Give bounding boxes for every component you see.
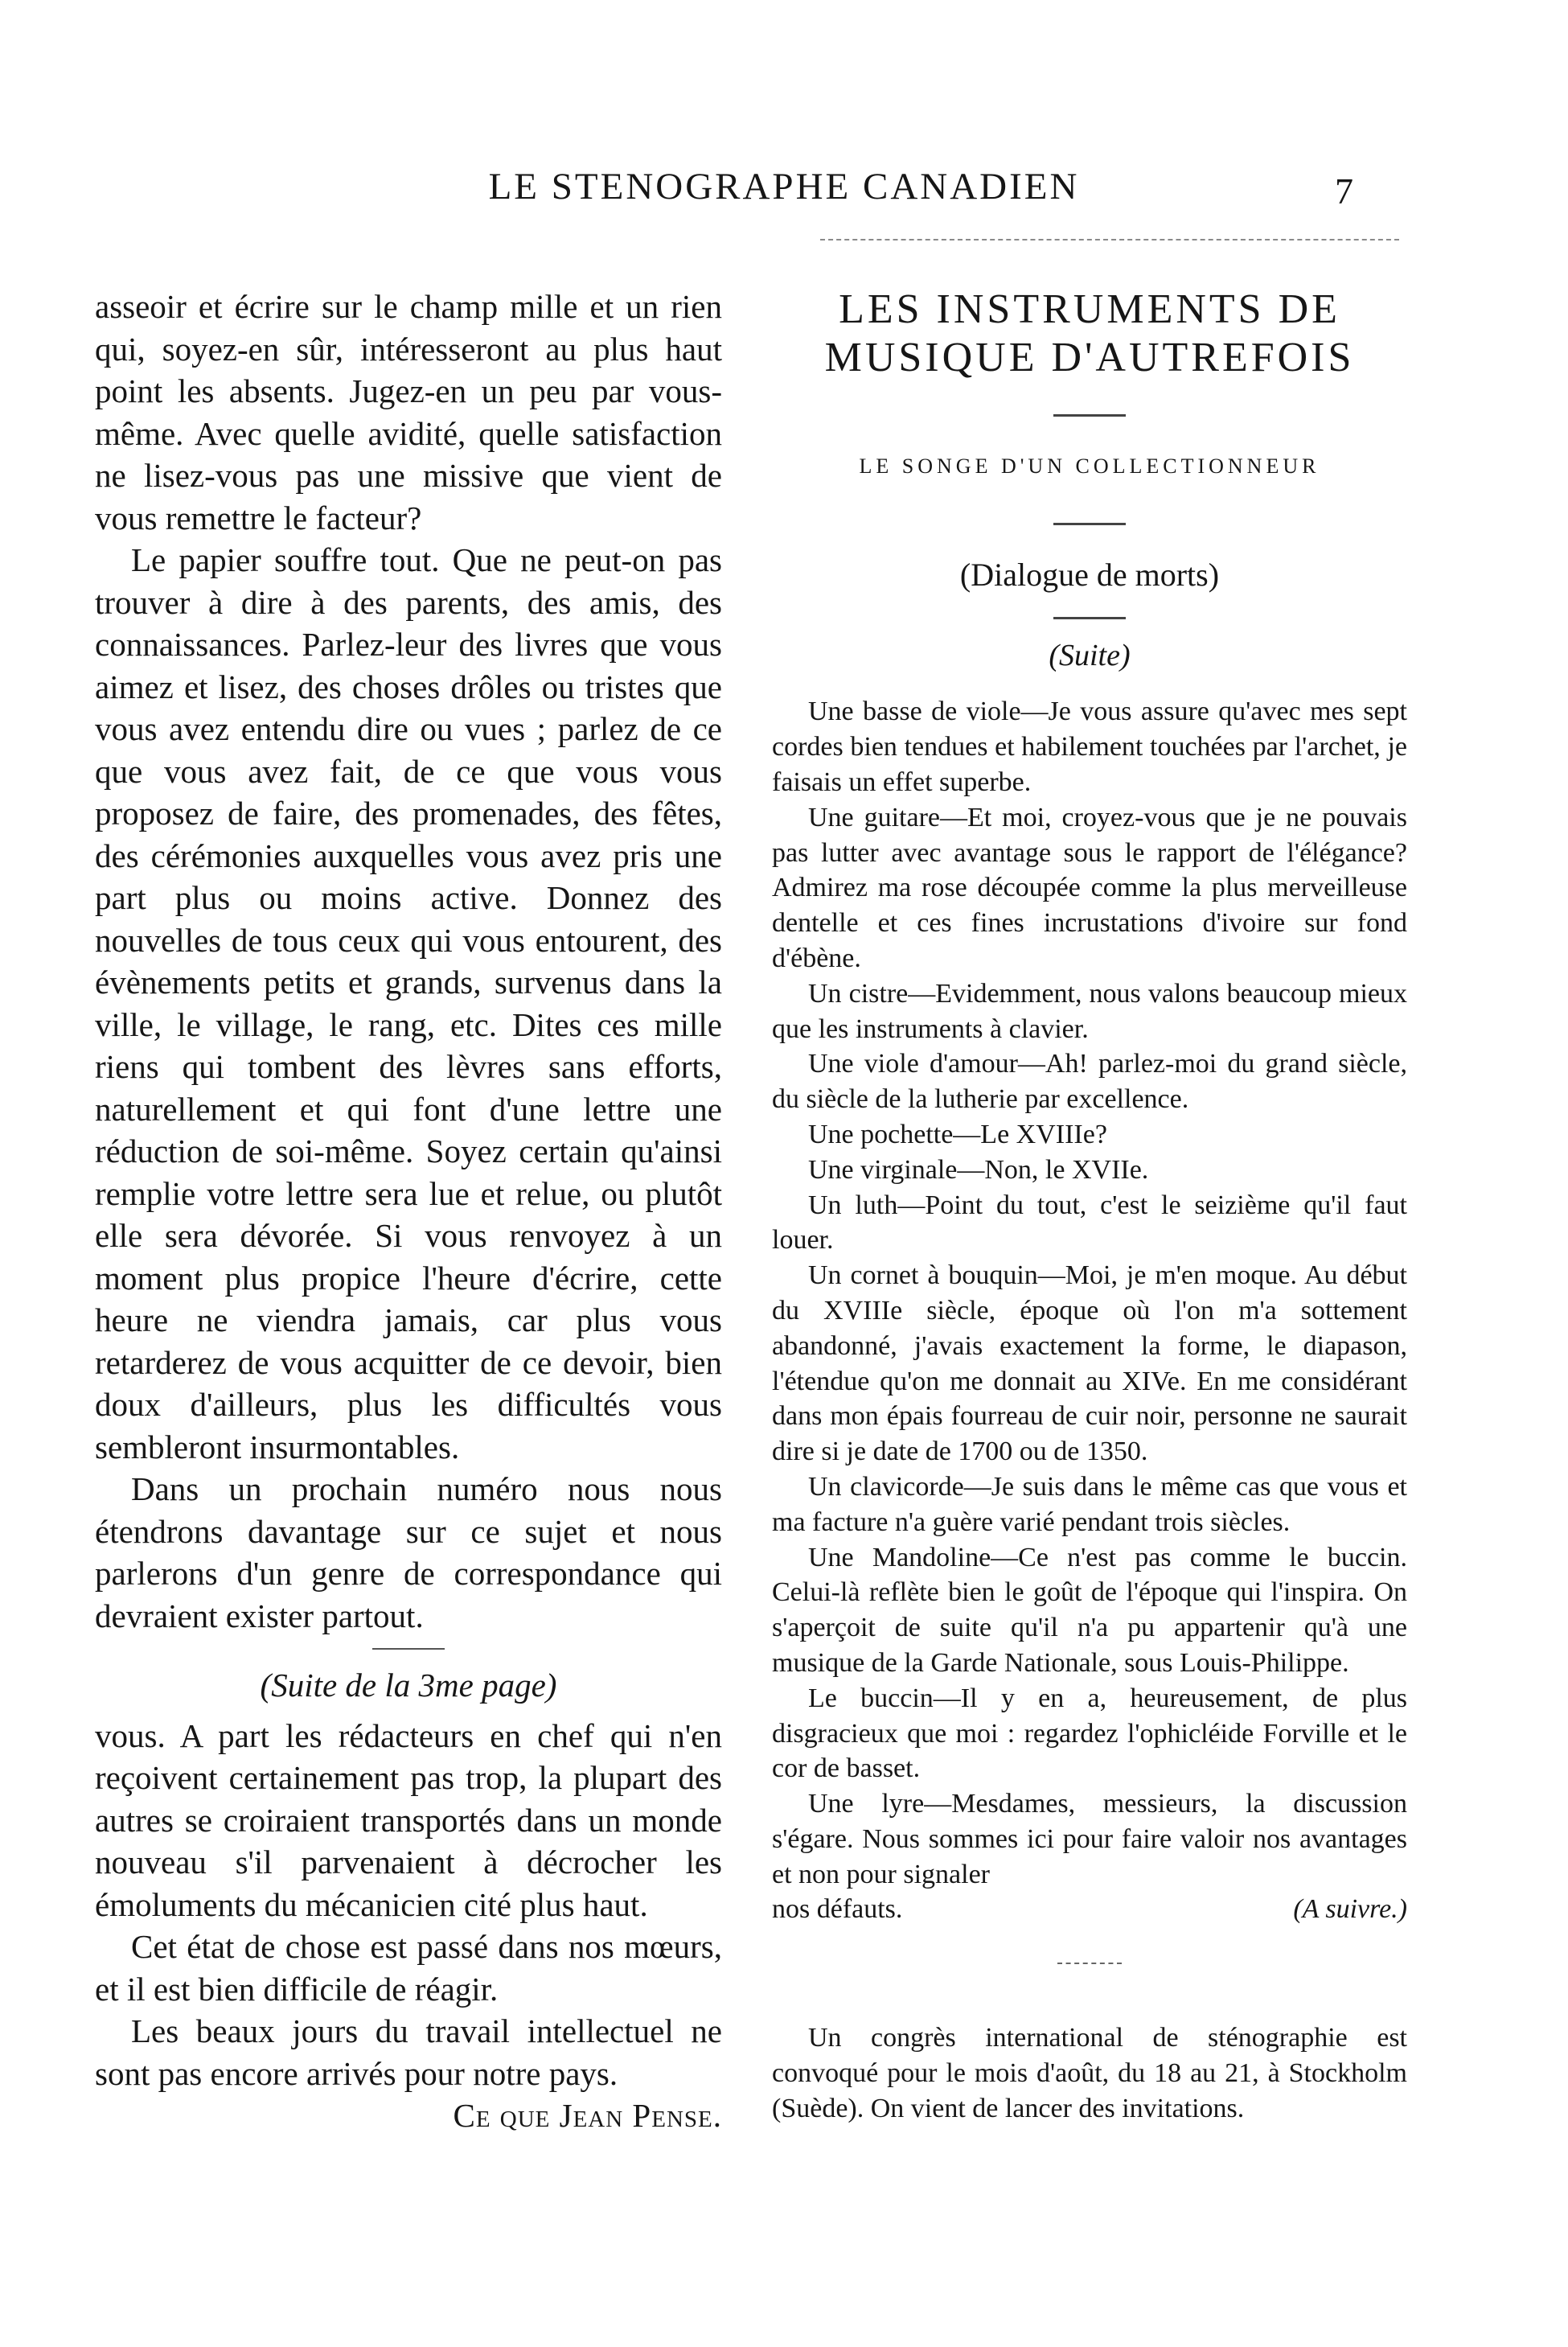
congress-notice: Un congrès international de sténographie est convoqué pour le mois d'août, du 18 au 21, à Stockholm (Suède). On vient de lancer des invitations. — [772, 2023, 1407, 2123]
left-column — [95, 286, 722, 2137]
dialogue-line: Le buccin—Il y en a, heureusement, de plus disgracieux que moi : regardez l'ophicléide Forville et le cor de basset. — [772, 1683, 1407, 1784]
left-paragraph: Le papier souffre tout. Que ne peut-on pas trouver à dire à des parents, des amis, des connaissances. Parlez-leur des livres que vous aimez et lisez, des choses drôles ou tristes que vous avez entendu dire ou vues ; parlez de ce que vous avez fait, de ce que vous vous proposez de faire, des promenades, des fêtes, des cérémonies auxquelles vous avez pris une part plus ou moins active. Donnez des nouvelles de tous ceux qui vous entourent, des évènements petits et grands, survenus dans la ville, le village, le rang, etc. Dites ces mille riens qui tombent des lèvres sans efforts, naturellement et qui font d'une lettre une réduction de soi-même. Soyez certain qu'ainsi remplie votre lettre sera lue et relue, ou plutôt elle sera dévorée. Si vous renvoyez à un moment plus propice l'heure d'écrire, cette heure ne viendra jamais, car plus vous retarderez de vous acquitter de ce devoir, bien doux d'ailleurs, plus les difficultés vous sembleront insurmontables. — [95, 541, 722, 1465]
article-title: LES INSTRUMENTS DE MUSIQUE D'AUTREFOIS — [824, 286, 1355, 380]
dialogue-line: Une guitare—Et moi, croyez-vous que je ne pouvais pas lutter avec avantage sous le rapport de l'élégance? Admirez ma rose découpée comme la plus merveilleuse dentelle et ces fines incrustations d'ivoire sur fond d'ébène. — [772, 802, 1407, 973]
header-rule — [820, 239, 1399, 240]
dialogue-line: Un luth—Point du tout, c'est le seizième qu'il faut louer. — [772, 1190, 1407, 1256]
right-column — [772, 286, 1407, 2127]
notice-rule — [1057, 1963, 1122, 1964]
dialogue-rule — [1053, 617, 1126, 619]
article-subtitle: LE SONGE D'UN COLLECTIONNEUR — [859, 454, 1320, 478]
dialogue-line: Un cornet à bouquin—Moi, je m'en moque. Au début du XVIIIe siècle, époque où l'on m'a sottement abandonné, j'avais exactement la forme, le diapason, l'étendue qu'on me donnait au XIVe. En me considérant dans mon épais fourreau de cuir noir, personne ne saurait dire si je date de 1700 ou de 1350. — [772, 1260, 1407, 1467]
suite-label: (Suite) — [1049, 638, 1131, 672]
left-paragraph: Dans un prochain numéro nous nous étendrons davantage sur ce sujet et nous parlerons d'un genre de correspondance qui devraient exister partout. — [95, 1470, 722, 1634]
journal-title: LE STENOGRAPHE CANADIEN — [488, 166, 1080, 208]
dialogue-line: Une basse de viole—Je vous assure qu'avec mes sept cordes bien tendues et habilement touchées par l'archet, je faisais un effet superbe. — [772, 697, 1407, 797]
continued-heading: (Suite de la 3me page) — [260, 1667, 557, 1704]
dialogue-line: Un cistre—Evidemment, nous valons beaucoup mieux que les instruments à clavier. — [772, 978, 1407, 1044]
dialogue-line: Une viole d'amour—Ah! parlez-moi du grand siècle, du siècle de la lutherie par excellence. — [772, 1049, 1407, 1115]
left-paragraph: Les beaux jours du travail intellectuel ne sont pas encore arrivés pour notre pays. — [95, 2012, 722, 2092]
dialogue-line: Une Mandoline—Ce n'est pas comme le buccin. Celui-là reflète bien le goût de l'époque qui l'inspira. On s'aperçoit de suite qu'il n'a pu appartenir qu'à une musique de la Garde Nationale, sous Louis-Philippe. — [772, 1542, 1407, 1678]
dialogue-line: Une lyre—Mesdames, messieurs, la discussion s'égare. Nous sommes ici pour faire valoir nos avantages et non pour signaler — [772, 1789, 1407, 1889]
dialogue-line: Une virginale—Non, le XVIIe. — [808, 1154, 1149, 1185]
page-number: 7 — [1335, 171, 1353, 212]
a-suivre-label: (A suivre.) — [1293, 1894, 1407, 1925]
left-paragraph: asseoir et écrire sur le champ mille et un rien qui, soyez-en sûr, intéresseront au plus haut point les absents. Jugez-en un peu par vous-même. Avec quelle avidité, quelle satisfaction ne lisez-vous pas une missive que vient de vous remettre le facteur? — [95, 288, 722, 536]
dialogue-line: Une pochette—Le XVIIIe? — [808, 1119, 1107, 1149]
section-rule — [372, 1648, 445, 1650]
closing-text: nos défauts. — [772, 1894, 903, 1925]
left-paragraph: Cet état de chose est passé dans nos mœurs, et il est bien difficile de réagir. — [95, 1928, 722, 2008]
left-paragraph: vous. A part les rédacteurs en chef qui n'en reçoivent certainement pas trop, la plupart des autres se croiraient transportés dans un monde nouveau s'il parvenaient à décrocher les émoluments du mécanicien cité plus haut. — [95, 1716, 722, 1923]
closing-line — [772, 1892, 1407, 1927]
signoff-line — [95, 2094, 722, 2137]
dialogue-label: (Dialogue de morts) — [959, 556, 1220, 593]
subtitle-rule — [1053, 523, 1126, 525]
signature: Ce que Jean Pense. — [453, 2097, 722, 2134]
title-rule — [1053, 414, 1126, 417]
page-header — [0, 165, 1568, 213]
dialogue-line: Un clavicorde—Je suis dans le même cas que vous et ma facture n'a guère varié pendant trois siècles. — [772, 1471, 1407, 1537]
